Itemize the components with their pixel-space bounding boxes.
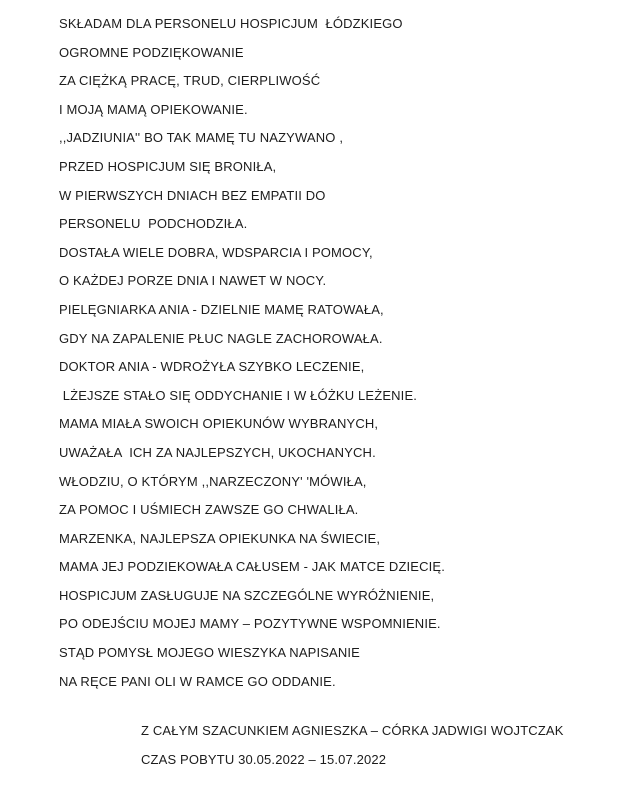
poem-line: ,,JADZIUNIA'' BO TAK MAMĘ TU NAZYWANO ,	[59, 130, 344, 146]
stay-period-line: CZAS POBYTU 30.05.2022 – 15.07.2022	[141, 752, 387, 767]
poem-line: SKŁADAM DLA PERSONELU HOSPICJUM ŁÓDZKIEGO	[59, 16, 403, 31]
poem-line: PRZED HOSPICJUM SIĘ BRONIŁA,	[59, 158, 277, 174]
poem-line: UWAŻAŁA ICH ZA NAJLEPSZYCH, UKOCHANYCH.	[59, 444, 376, 460]
poem-line: LŻEJSZE STAŁO SIĘ ODDYCHANIE I W ŁÓŻKU LEŻENIE.	[59, 387, 418, 403]
poem-line: MAMA MIAŁA SWOICH OPIEKUNÓW WYBRANYCH,	[59, 416, 379, 432]
poem-line: PIELĘGNIARKA ANIA - DZIELNIE MAMĘ RATOWAŁA,	[59, 301, 384, 317]
poem-line: HOSPICJUM ZASŁUGUJE NA SZCZEGÓLNE WYRÓŻNIENIE,	[59, 587, 435, 603]
poem-line: DOKTOR ANIA - WDROŻYŁA SZYBKO LECZENIE,	[59, 359, 365, 375]
poem-line: I MOJĄ MAMĄ OPIEKOWANIE.	[59, 101, 248, 117]
signature-line: Z CAŁYM SZACUNKIEM AGNIESZKA – CÓRKA JADWIGI WOJTCZAK	[141, 723, 564, 738]
poem-line: OGROMNE PODZIĘKOWANIE	[59, 44, 244, 60]
poem-line: WŁODZIU, O KTÓRYM ,,NARZECZONY' 'MÓWIŁA,	[59, 473, 367, 489]
poem-line: GDY NA ZAPALENIE PŁUC NAGLE ZACHOROWAŁA.	[59, 330, 383, 346]
poem-line: DOSTAŁA WIELE DOBRA, WDSPARCIA I POMOCY,	[59, 244, 373, 260]
poem-text	[59, 10, 445, 696]
poem-line: NA RĘCE PANI OLI W RAMCE GO ODDANIE.	[59, 673, 336, 689]
poem-line: ZA POMOC I UŚMIECH ZAWSZE GO CHWALIŁA.	[59, 502, 359, 518]
poem-line: ZA CIĘŻKĄ PRACĘ, TRUD, CIERPLIWOŚĆ	[59, 73, 321, 89]
poem-line: O KAŻDEJ PORZE DNIA I NAWET W NOCY.	[59, 273, 327, 289]
poem-line: PO ODEJŚCIU MOJEJ MAMY – POZYTYWNE WSPOMNIENIE.	[59, 616, 441, 632]
poem-line: STĄD POMYSŁ MOJEGO WIESZYKA NAPISANIE	[59, 645, 361, 661]
signature-block	[141, 716, 564, 774]
poem-line: MARZENKA, NAJLEPSZA OPIEKUNKA NA ŚWIECIE,	[59, 530, 381, 546]
poem-line: W PIERWSZYCH DNIACH BEZ EMPATII DO	[59, 187, 326, 203]
poem-line: PERSONELU PODCHODZIŁA.	[59, 216, 248, 232]
poem-line: MAMA JEJ PODZIEKOWAŁA CAŁUSEM - JAK MATCE DZIECIĘ.	[59, 559, 446, 575]
